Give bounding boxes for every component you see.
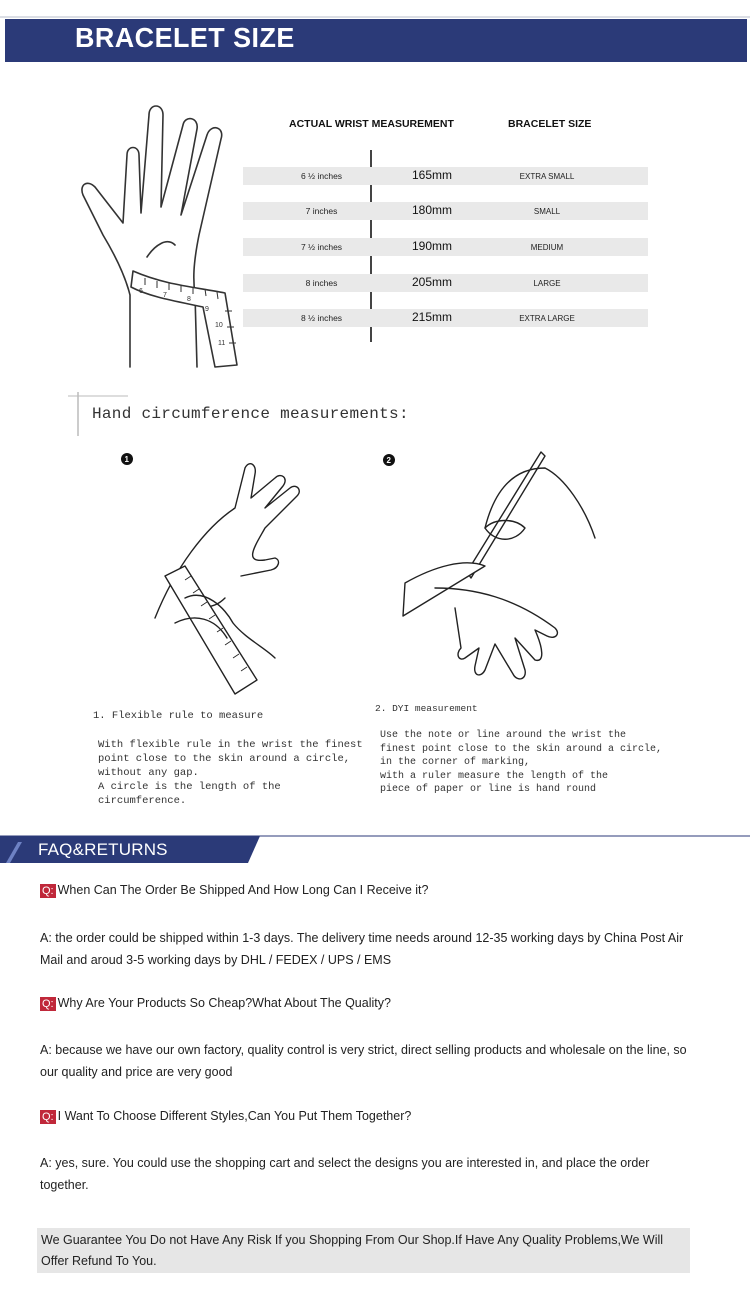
hand-circ-title: Hand circumference measurements: bbox=[92, 405, 409, 423]
hand-tape-illustration bbox=[75, 75, 245, 375]
step1-text: With flexible rule in the wrist the finest point close to the skin around a circle, without any gap. A circle is the length of the circumference. bbox=[98, 739, 363, 807]
step1-number: 1 bbox=[124, 455, 129, 464]
col-actual-wrist: ACTUAL WRIST MEASUREMENT bbox=[289, 118, 454, 130]
step2-text: Use the note or line around the wrist the finest point close to the skin around a circle, in the corner of marking, with a ruler measure the length of the piece of paper or line is hand round bbox=[380, 730, 663, 795]
size-row bbox=[243, 238, 648, 256]
q-tag: Q: bbox=[42, 1111, 54, 1123]
svg-text:10: 10 bbox=[215, 322, 223, 329]
question-text: I Want To Choose Different Styles,Can You Put Them Together? bbox=[57, 1109, 412, 1123]
step2-caption: 2. DYI measurement bbox=[375, 703, 478, 714]
wrist-mm: 165mm bbox=[411, 168, 452, 182]
faq-answer: A: yes, sure. You could use the shopping cart and select the designs you are interested in, and place the order together. bbox=[40, 1156, 650, 1192]
faq-question bbox=[40, 883, 428, 898]
svg-text:7: 7 bbox=[163, 292, 167, 299]
col-bracelet-size: BRACELET SIZE bbox=[508, 118, 592, 130]
svg-text:9: 9 bbox=[205, 306, 209, 313]
faq-answer: A: because we have our own factory, quality control is very strict, direct selling products and wholesale on the line, so our quality and price are very good bbox=[40, 1043, 687, 1079]
faq-question bbox=[40, 1109, 411, 1124]
wrist-mm: 205mm bbox=[411, 275, 452, 289]
bracelet-size: SMALL bbox=[533, 207, 561, 216]
step1-caption: 1. Flexible rule to measure bbox=[93, 710, 264, 722]
flexible-rule-illustration bbox=[115, 448, 365, 703]
wrist-inches: 6 ½ inches bbox=[300, 171, 343, 181]
header-top-rule bbox=[0, 16, 750, 18]
wrist-mm: 215mm bbox=[411, 310, 452, 324]
wrist-inches: 8 ½ inches bbox=[300, 313, 343, 323]
wrist-mm: 190mm bbox=[411, 239, 452, 253]
svg-text:6: 6 bbox=[139, 288, 143, 295]
bracelet-size: EXTRA SMALL bbox=[519, 172, 575, 181]
q-tag: Q: bbox=[42, 885, 54, 897]
wrist-inches: 7 ½ inches bbox=[300, 242, 343, 252]
question-text: Why Are Your Products So Cheap?What About The Quality? bbox=[57, 996, 391, 1010]
q-tag: Q: bbox=[42, 998, 54, 1010]
bracelet-size: EXTRA LARGE bbox=[519, 314, 575, 323]
diy-measurement-illustration bbox=[375, 448, 615, 698]
step2-number: 2 bbox=[386, 456, 391, 465]
faq-title: FAQ&RETURNS bbox=[38, 840, 168, 859]
page-title: BRACELET SIZE bbox=[75, 22, 295, 53]
faq-answer: A: the order could be shipped within 1-3 days. The delivery time needs around 12-35 working days by China Post Air Mail and aroud 3-5 working days by DHL / FEDEX / UPS / EMS bbox=[40, 931, 684, 967]
wrist-inches: 7 inches bbox=[305, 206, 338, 216]
faq-question bbox=[40, 996, 391, 1011]
bracelet-size: MEDIUM bbox=[530, 243, 564, 252]
svg-text:8: 8 bbox=[187, 296, 191, 303]
guarantee-text: We Guarantee You Do not Have Any Risk If you Shopping From Our Shop.If Have Any Quality Problems,We Will Offer Refund To You. bbox=[41, 1233, 664, 1268]
wrist-mm: 180mm bbox=[411, 203, 452, 217]
size-row bbox=[243, 167, 648, 185]
size-row bbox=[243, 274, 648, 292]
bracelet-size: LARGE bbox=[533, 279, 561, 288]
question-text: When Can The Order Be Shipped And How Long Can I Receive it? bbox=[57, 883, 429, 897]
wrist-inches: 8 inches bbox=[305, 278, 338, 288]
size-row bbox=[243, 309, 648, 327]
size-row bbox=[243, 202, 648, 220]
svg-text:11: 11 bbox=[218, 340, 226, 347]
